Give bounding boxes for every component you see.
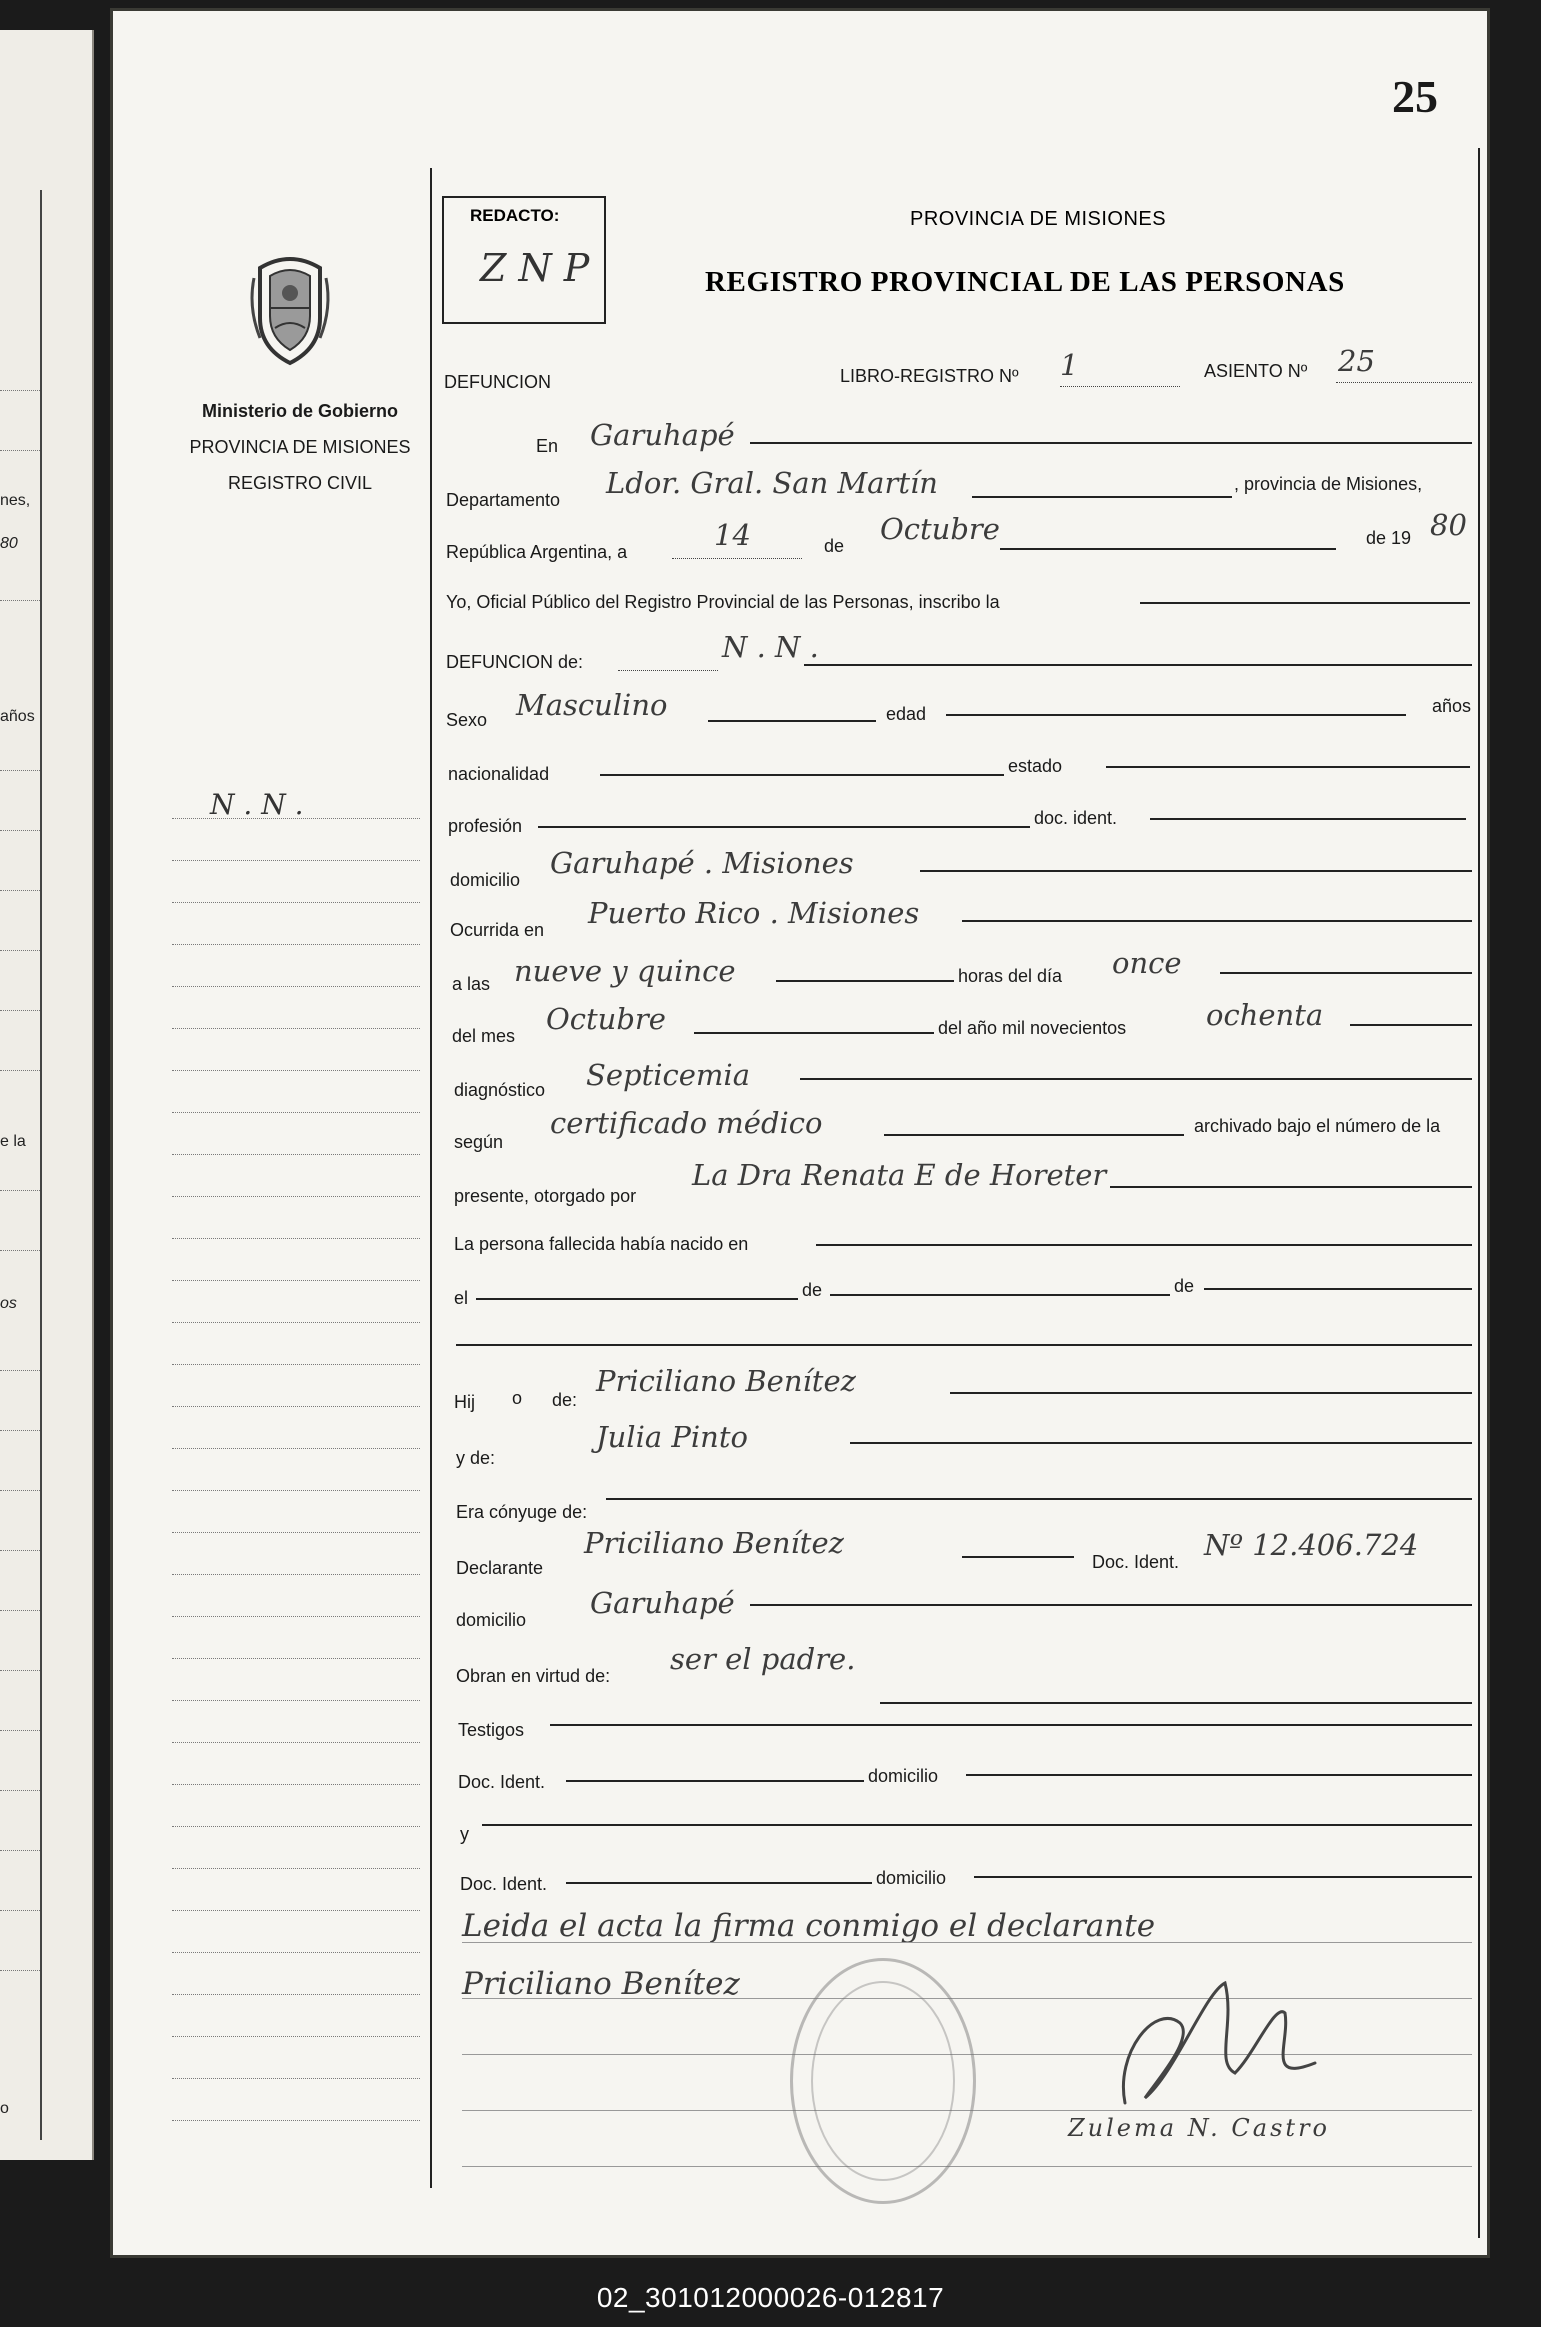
hijo-suffix: o — [512, 1388, 523, 1408]
en-value: Garuhapé — [590, 418, 735, 452]
field-line — [694, 1032, 934, 1034]
madre-value: Julia Pinto — [596, 1420, 748, 1454]
previous-page-text: años — [0, 708, 35, 725]
image-identifier: 02_301012000026-012817 — [596, 2282, 945, 2313]
field-line — [1204, 1288, 1472, 1290]
departamento-label: Departamento — [446, 490, 561, 510]
nacionalidad-label: nacionalidad — [448, 764, 550, 784]
official-printed-name: Zulema N. Castro — [1068, 2114, 1330, 2142]
margin-ruling — [172, 1826, 420, 1827]
hijo-label: Hij — [454, 1392, 475, 1412]
domicilio-label: domicilio — [450, 870, 521, 890]
margin-ruling — [172, 1490, 420, 1491]
margin-ruling — [172, 1868, 420, 1869]
declarante-domicilio-value: Garuhapé — [590, 1586, 735, 1620]
previous-page-line — [0, 1910, 40, 1911]
field-line — [708, 720, 876, 722]
horas-del-dia-value: once — [1112, 946, 1182, 980]
previous-page-edge — [0, 30, 94, 2160]
field-line — [1336, 382, 1472, 383]
field-line — [850, 1442, 1472, 1444]
previous-page-line — [0, 1790, 40, 1791]
margin-ruling — [172, 2120, 420, 2121]
record-type-label: DEFUNCION — [444, 372, 551, 392]
testigo1-doc-label: Doc. Ident. — [458, 1772, 546, 1792]
page-number: 25 — [1392, 71, 1438, 122]
domicilio-value: Garuhapé . Misiones — [550, 846, 854, 880]
obran-label: Obran en virtud de: — [456, 1666, 611, 1686]
redacto-label: REDACTO: — [470, 206, 560, 225]
previous-page-line — [0, 390, 40, 391]
previous-page-text: nes, — [0, 492, 31, 509]
margin-ruling — [172, 1574, 420, 1575]
previous-page-line — [0, 1610, 40, 1611]
presente-value: La Dra Renata E de Horeter — [692, 1158, 1107, 1192]
field-line — [946, 714, 1406, 716]
diagnostico-label: diagnóstico — [454, 1080, 546, 1100]
padre-value: Priciliano Benítez — [596, 1364, 856, 1398]
closing-rule — [462, 1942, 1472, 1943]
profesion-label: profesión — [448, 816, 523, 836]
closing-statement: Leida el acta la firma conmigo el declarante — [462, 1908, 1156, 1944]
field-line — [750, 1604, 1472, 1606]
field-line — [456, 1344, 1472, 1346]
declarante-label: Declarante — [456, 1558, 544, 1578]
margin-ruling — [172, 902, 420, 903]
en-label: En — [536, 436, 559, 456]
field-line — [816, 1244, 1472, 1246]
province-heading: PROVINCIA DE MISIONES — [910, 208, 1167, 230]
ministry-province: PROVINCIA DE MISIONES — [189, 437, 411, 457]
a-las-label: a las — [452, 974, 491, 994]
margin-ruling — [172, 1112, 420, 1113]
provincia-suffix: , provincia de Misiones, — [1234, 474, 1423, 494]
previous-page-line — [0, 1010, 40, 1011]
field-line — [476, 1298, 798, 1300]
doc-ident-label: doc. ident. — [1034, 808, 1118, 828]
de-label: de — [824, 536, 845, 556]
testigo1-domicilio-label: domicilio — [868, 1766, 939, 1786]
field-line — [1106, 766, 1470, 768]
register-page — [110, 8, 1490, 2258]
margin-ruling — [172, 1322, 420, 1323]
field-line — [1060, 386, 1180, 387]
margin-ruling — [172, 860, 420, 861]
field-line — [962, 1556, 1074, 1558]
libro-registro-value: 1 — [1060, 348, 1079, 382]
field-line — [804, 664, 1472, 666]
field-line — [482, 1824, 1472, 1826]
testigo2-doc-label: Doc. Ident. — [460, 1874, 548, 1894]
field-line — [974, 1876, 1472, 1878]
previous-page-line — [0, 1430, 40, 1431]
previous-page-line — [0, 1670, 40, 1671]
departamento-value: Ldor. Gral. San Martín — [606, 466, 938, 500]
anio-mil-label: del año mil novecientos — [938, 1018, 1127, 1038]
anio-mil-value: ochenta — [1206, 998, 1324, 1032]
el-de-label: de — [1174, 1276, 1195, 1296]
margin-ruling — [172, 1448, 420, 1449]
ministry-heading — [165, 393, 435, 501]
field-line — [672, 558, 802, 559]
margin-ruling — [172, 1952, 420, 1953]
margin-ruling — [172, 1070, 420, 1071]
asiento-label: ASIENTO Nº — [1204, 361, 1308, 381]
margin-ruling — [172, 1280, 420, 1281]
defuncion-de-value: N . N . — [722, 630, 819, 664]
previous-page-text: o — [0, 2100, 9, 2117]
declarante-signature: Priciliano Benítez — [462, 1966, 740, 2002]
previous-page-line — [0, 600, 40, 601]
ocurrida-label: Ocurrida en — [450, 920, 545, 940]
declarante-domicilio-label: domicilio — [456, 1610, 527, 1630]
margin-ruling — [172, 1364, 420, 1365]
previous-page-line — [0, 1190, 40, 1191]
horas-del-dia-label: horas del día — [958, 966, 1063, 986]
field-line — [1000, 548, 1336, 550]
official-signature — [1085, 1963, 1325, 2123]
field-line — [600, 774, 1004, 776]
previous-page-line — [0, 1250, 40, 1251]
margin-ruling — [172, 986, 420, 987]
previous-page-text: e la — [0, 1133, 26, 1150]
estado-label: estado — [1008, 756, 1063, 776]
testigo2-domicilio-label: domicilio — [876, 1868, 947, 1888]
margin-note: N . N . — [210, 788, 304, 821]
ministry-name: Ministerio de Gobierno — [201, 401, 398, 421]
field-line — [1350, 1024, 1472, 1026]
previous-page-line — [0, 1730, 40, 1731]
margin-ruling — [172, 2036, 420, 2037]
margin-ruling — [172, 818, 420, 819]
field-line — [566, 1780, 864, 1782]
previous-page-line — [0, 1490, 40, 1491]
ministry-registry: REGISTRO CIVIL — [227, 473, 373, 493]
previous-page-rule — [40, 190, 42, 2140]
segun-label: según — [454, 1132, 504, 1152]
closing-rule — [462, 2166, 1472, 2167]
field-line — [618, 670, 718, 671]
redacto-box — [442, 196, 606, 324]
previous-page-line — [0, 770, 40, 771]
official-stamp — [790, 1958, 976, 2204]
field-line — [1150, 818, 1466, 820]
hijo-de-label: de: — [552, 1390, 578, 1410]
field-line — [538, 826, 1030, 828]
field-line — [776, 980, 954, 982]
field-line — [962, 920, 1472, 922]
field-line — [800, 1078, 1472, 1080]
asiento-value: 25 — [1338, 344, 1375, 378]
previous-page-text: os — [0, 1295, 17, 1312]
margin-ruling — [172, 1658, 420, 1659]
previous-page-line — [0, 1970, 40, 1971]
margin-ruling — [172, 2078, 420, 2079]
previous-page-line — [0, 1850, 40, 1851]
previous-page-text: 80 — [0, 535, 18, 552]
margin-ruling — [172, 944, 420, 945]
previous-page-line — [0, 830, 40, 831]
madre-label: y de: — [456, 1448, 496, 1468]
diagnostico-value: Septicemia — [586, 1058, 750, 1092]
margin-ruling — [172, 1532, 420, 1533]
anos-label: años — [1432, 696, 1472, 716]
field-line — [1140, 602, 1470, 604]
yo-inscribo-line: Yo, Oficial Público del Registro Provincial de las Personas, inscribo la — [446, 592, 1000, 612]
form-frame-right-rule — [1478, 148, 1480, 2238]
edad-label: edad — [886, 704, 927, 724]
mes-value: Octubre — [880, 512, 1000, 546]
registry-title: REGISTRO PROVINCIAL DE LAS PERSONAS — [705, 266, 1345, 298]
segun-value: certificado médico — [550, 1106, 823, 1140]
margin-ruling — [172, 1028, 420, 1029]
ocurrida-value: Puerto Rico . Misiones — [588, 896, 920, 930]
field-line — [830, 1294, 1170, 1296]
declarante-value: Priciliano Benítez — [584, 1526, 844, 1560]
field-line — [950, 1392, 1472, 1394]
redacto-initials: Z N P — [480, 246, 590, 290]
previous-page-line — [0, 950, 40, 951]
declarante-doc-label: Doc. Ident. — [1092, 1552, 1180, 1572]
anio-label: de 19 — [1366, 528, 1412, 548]
del-mes-label: del mes — [452, 1026, 516, 1046]
margin-ruling — [172, 1784, 420, 1785]
testigos-label: Testigos — [458, 1720, 525, 1740]
margin-ruling — [172, 1616, 420, 1617]
field-line — [920, 870, 1472, 872]
previous-page-line — [0, 890, 40, 891]
field-line — [606, 1498, 1472, 1500]
margin-ruling — [172, 1910, 420, 1911]
margin-ruling — [172, 1700, 420, 1701]
defuncion-de-label: DEFUNCION de: — [446, 652, 584, 672]
margin-ruling — [172, 1238, 420, 1239]
dia-value: 14 — [714, 518, 751, 552]
previous-page-line — [0, 1070, 40, 1071]
margin-ruling — [172, 1994, 420, 1995]
presente-label: presente, otorgado por — [454, 1186, 637, 1206]
previous-page-line — [0, 1550, 40, 1551]
margin-ruling — [172, 1406, 420, 1407]
obran-value: ser el padre. — [670, 1642, 856, 1676]
field-line — [550, 1724, 1472, 1726]
field-line — [880, 1702, 1472, 1704]
el-de-label: de — [802, 1280, 823, 1300]
a-las-value: nueve y quince — [514, 954, 736, 988]
nacido-en-label: La persona fallecida había nacido en — [454, 1234, 749, 1254]
libro-registro-label: LIBRO-REGISTRO Nº — [840, 366, 1019, 386]
conyuge-label: Era cónyuge de: — [456, 1502, 588, 1522]
del-mes-value: Octubre — [546, 1002, 666, 1036]
y-label: y — [460, 1824, 469, 1844]
republica-label: República Argentina, a — [446, 542, 628, 562]
margin-ruling — [172, 1742, 420, 1743]
field-line — [750, 442, 1472, 444]
province-coat-of-arms-icon — [240, 248, 340, 368]
sexo-value: Masculino — [516, 688, 668, 722]
margin-ruling — [172, 1154, 420, 1155]
field-line — [1110, 1186, 1472, 1188]
field-line — [884, 1134, 1184, 1136]
field-line — [972, 496, 1232, 498]
sexo-label: Sexo — [446, 710, 488, 730]
archivado-label: archivado bajo el número de la — [1194, 1116, 1441, 1136]
previous-page-line — [0, 1370, 40, 1371]
margin-ruling — [172, 1196, 420, 1197]
field-line — [566, 1882, 872, 1884]
official-stamp-inner-ring — [811, 1981, 955, 2181]
field-line — [966, 1774, 1472, 1776]
anio-value: 80 — [1430, 508, 1467, 542]
field-line — [1220, 972, 1472, 974]
el-label: el — [454, 1288, 469, 1308]
declarante-doc-value: Nº 12.406.724 — [1204, 1528, 1419, 1562]
previous-page-line — [0, 450, 40, 451]
